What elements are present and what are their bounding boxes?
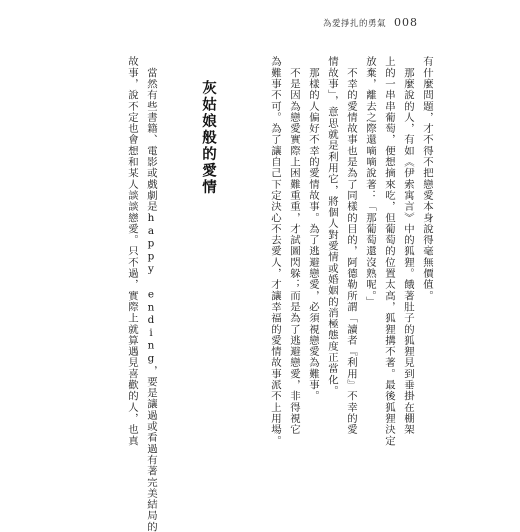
- text-line: 那樣的人偏好不幸的愛情故事。為了逃避戀愛，必須視戀愛為難事。: [307, 56, 319, 402]
- chapter-title: 灰姑娘般的愛情: [200, 80, 217, 196]
- text-line: 故事，說不定也會想和某人談談戀愛。只不過，實際上就算遇見喜歡的人，也真: [126, 56, 138, 447]
- running-header: [323, 16, 418, 29]
- running-title: 為愛掙扎的勇氣: [322, 19, 386, 29]
- text-line: 不幸的愛情故事也是為了同樣的目的，阿德勒所謂「讀者『利用』不幸的愛: [345, 56, 357, 436]
- text-line: 那麼說的人，有如《伊索寓言》中的狐狸。餓著肚子的狐狸見到垂掛在棚架: [402, 56, 414, 436]
- text-line: 放棄，離去之際還嘀嘀說著：「那葡萄還沒熟呢。」: [364, 56, 376, 308]
- text-line: 上的一串串葡萄，便想摘來吃，但葡萄的位置太高，狐狸搆不著。最後狐狸決定: [383, 56, 395, 447]
- text-line: 當然有些書籍、電影或戲劇是happy ending，要是讓過或看過有著完美結局的: [145, 56, 157, 532]
- text-line: 情故事」，意思就是利用它，將個人對愛情或婚姻的消極態度正當化。: [326, 56, 338, 397]
- page-number: 008: [394, 16, 418, 29]
- text-line: 不是因為戀愛實際上困難重重，才試圖閃躲；而是為了逃避戀愛，非得視它: [288, 56, 300, 436]
- text-line: 有什麼問題，才不得不把戀愛本身說得毫無價值。: [421, 56, 433, 302]
- text-line: 為難事不可。為了讓自己下定決心不去愛人，才讓幸福的愛情故事派不上用場。: [269, 56, 281, 447]
